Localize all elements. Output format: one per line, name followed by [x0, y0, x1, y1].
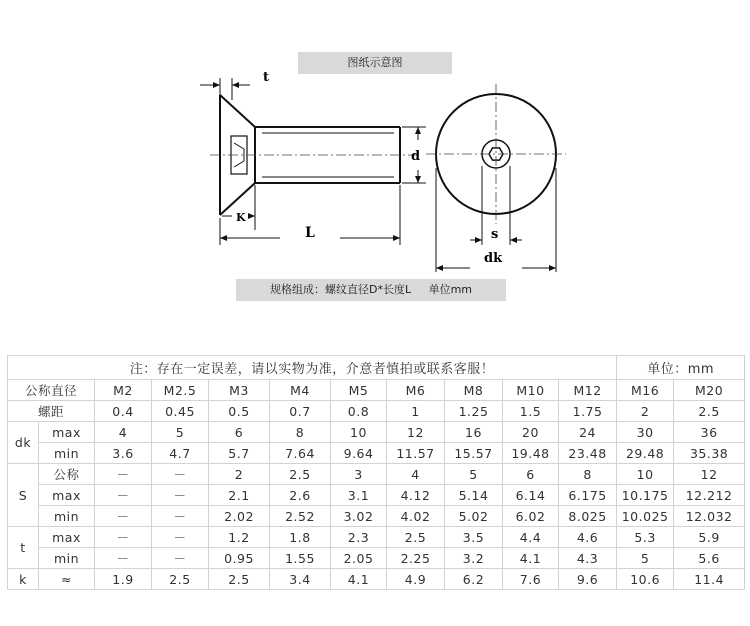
table-cell: 3 — [331, 464, 387, 485]
screw-drawing — [0, 40, 750, 275]
label-k: K — [236, 211, 246, 224]
table-cell: － — [152, 485, 209, 506]
table-cell: 4.1 — [331, 569, 387, 590]
table-cell: 3.4 — [270, 569, 331, 590]
table-cell: 1.5 — [503, 401, 559, 422]
table-cell: 8 — [270, 422, 331, 443]
table-cell: 9.6 — [559, 569, 617, 590]
table-cell: 6 — [503, 464, 559, 485]
s-max-row — [8, 485, 745, 506]
table-cell: 4.12 — [387, 485, 445, 506]
header-nominal-diameter: 公称直径 — [8, 380, 95, 401]
row-label-approx: ≈ — [39, 569, 95, 590]
table-cell: 15.57 — [445, 443, 503, 464]
table-cell: 11.57 — [387, 443, 445, 464]
table-cell: 10 — [331, 422, 387, 443]
table-cell: 12.212 — [674, 485, 745, 506]
dk-max-row — [8, 422, 745, 443]
dim-t — [200, 78, 250, 100]
note-row — [8, 356, 745, 380]
k-row — [8, 569, 745, 590]
table-cell: 5 — [617, 548, 674, 569]
table-cell: 9.64 — [331, 443, 387, 464]
header-size: M3 — [209, 380, 270, 401]
table-cell: 2.1 — [209, 485, 270, 506]
t-min-row — [8, 548, 745, 569]
disclaimer-note: 注：存在一定误差，请以实物为准，介意者慎拍或联系客服！ — [8, 356, 617, 380]
table-cell: 3.2 — [445, 548, 503, 569]
table-cell: 5.7 — [209, 443, 270, 464]
table-cell: 30 — [617, 422, 674, 443]
header-size: M2.5 — [152, 380, 209, 401]
table-cell: 1.25 — [445, 401, 503, 422]
table-cell: 10.6 — [617, 569, 674, 590]
table-cell: 5.14 — [445, 485, 503, 506]
table-cell: 5.02 — [445, 506, 503, 527]
table-cell: 4.7 — [152, 443, 209, 464]
table-cell: － — [152, 464, 209, 485]
pitch-row — [8, 401, 745, 422]
header-row — [8, 380, 745, 401]
table-cell: 3.1 — [331, 485, 387, 506]
table-cell: 4.1 — [503, 548, 559, 569]
table-cell: － — [152, 527, 209, 548]
row-label-min: min — [39, 548, 95, 569]
table-cell: 2.5 — [270, 464, 331, 485]
table-cell: 4 — [387, 464, 445, 485]
table-cell: 1.55 — [270, 548, 331, 569]
table-cell: 3.5 — [445, 527, 503, 548]
table-cell: 5.9 — [674, 527, 745, 548]
table-cell: 4 — [95, 422, 152, 443]
row-label-max: max — [39, 527, 95, 548]
table-cell: 6.2 — [445, 569, 503, 590]
table-cell: 6.14 — [503, 485, 559, 506]
table-cell: 1.9 — [95, 569, 152, 590]
table-cell: － — [95, 548, 152, 569]
table-cell: 20 — [503, 422, 559, 443]
table-cell: 10.025 — [617, 506, 674, 527]
table-cell: 35.38 — [674, 443, 745, 464]
header-size: M5 — [331, 380, 387, 401]
table-cell: 10 — [617, 464, 674, 485]
table-cell: 1.75 — [559, 401, 617, 422]
table-cell: 2.02 — [209, 506, 270, 527]
table-cell: 2.5 — [387, 527, 445, 548]
table-cell: 2.5 — [209, 569, 270, 590]
s-nominal-row — [8, 464, 745, 485]
table-cell: 0.8 — [331, 401, 387, 422]
table-cell: 29.48 — [617, 443, 674, 464]
table-cell: 11.4 — [674, 569, 745, 590]
table-cell: 2.05 — [331, 548, 387, 569]
table-cell: 6 — [209, 422, 270, 443]
table-cell: 4.3 — [559, 548, 617, 569]
table-cell: 2.6 — [270, 485, 331, 506]
table-cell: 0.7 — [270, 401, 331, 422]
table-cell: 2.5 — [152, 569, 209, 590]
table-cell: － — [95, 485, 152, 506]
row-label-max: max — [39, 485, 95, 506]
table-cell: － — [95, 464, 152, 485]
header-size: M4 — [270, 380, 331, 401]
table-cell: 19.48 — [503, 443, 559, 464]
table-cell: 3.6 — [95, 443, 152, 464]
row-group-dk: dk — [8, 422, 39, 464]
table-cell: 10.175 — [617, 485, 674, 506]
row-label-nominal: 公称 — [39, 464, 95, 485]
table-cell: 2.52 — [270, 506, 331, 527]
dk-min-row — [8, 443, 745, 464]
table-cell: 6.02 — [503, 506, 559, 527]
table-cell: 7.64 — [270, 443, 331, 464]
caption-unit: 单位mm — [428, 283, 473, 296]
table-cell: 3.02 — [331, 506, 387, 527]
table-cell: 12.032 — [674, 506, 745, 527]
drawing-caption — [236, 279, 506, 301]
table-cell: 23.48 — [559, 443, 617, 464]
table-cell: 2.25 — [387, 548, 445, 569]
table-cell: 4.4 — [503, 527, 559, 548]
table-cell: 1.2 — [209, 527, 270, 548]
label-dk: dk — [484, 251, 503, 266]
table-cell: 24 — [559, 422, 617, 443]
screw-top-view — [426, 84, 566, 224]
table-cell: 0.95 — [209, 548, 270, 569]
header-size: M6 — [387, 380, 445, 401]
label-l: L — [305, 225, 315, 241]
table-cell: 0.45 — [152, 401, 209, 422]
row-label-max: max — [39, 422, 95, 443]
table-cell: 4.9 — [387, 569, 445, 590]
table-cell: 4.6 — [559, 527, 617, 548]
s-min-row — [8, 506, 745, 527]
header-size: M8 — [445, 380, 503, 401]
table-cell: 5.6 — [674, 548, 745, 569]
table-cell: 36 — [674, 422, 745, 443]
t-max-row — [8, 527, 745, 548]
table-cell: 2 — [209, 464, 270, 485]
header-size: M10 — [503, 380, 559, 401]
row-group-s: S — [8, 464, 39, 527]
table-cell: － — [152, 548, 209, 569]
table-cell: 16 — [445, 422, 503, 443]
row-group-t: t — [8, 527, 39, 569]
header-size: M20 — [674, 380, 745, 401]
table-cell: 0.4 — [95, 401, 152, 422]
row-label-min: min — [39, 506, 95, 527]
header-size: M16 — [617, 380, 674, 401]
table-cell: 4.02 — [387, 506, 445, 527]
table-cell: － — [95, 506, 152, 527]
label-d: d — [411, 149, 421, 164]
table-cell: 8 — [559, 464, 617, 485]
header-size: M12 — [559, 380, 617, 401]
table-cell: 12 — [674, 464, 745, 485]
row-group-k: k — [8, 569, 39, 590]
table-cell: 7.6 — [503, 569, 559, 590]
table-cell: 8.025 — [559, 506, 617, 527]
table-cell: 12 — [387, 422, 445, 443]
table-cell: 2.5 — [674, 401, 745, 422]
label-t: t — [263, 70, 270, 85]
row-label-pitch: 螺距 — [8, 401, 95, 422]
spec-table — [7, 355, 745, 590]
table-cell: 2 — [617, 401, 674, 422]
table-cell: － — [95, 527, 152, 548]
table-cell: 5 — [445, 464, 503, 485]
table-cell: 1.8 — [270, 527, 331, 548]
table-cell: 6.175 — [559, 485, 617, 506]
table-cell: 5 — [152, 422, 209, 443]
caption-spec: 规格组成：螺纹直径D*长度L — [269, 283, 412, 296]
table-cell: 5.3 — [617, 527, 674, 548]
table-cell: 0.5 — [209, 401, 270, 422]
unit-label: 单位：mm — [617, 356, 745, 380]
table-cell: 1 — [387, 401, 445, 422]
label-s: s — [491, 227, 499, 242]
table-cell: 2.3 — [331, 527, 387, 548]
drawing-title: 图纸示意图 — [298, 52, 452, 74]
row-label-min: min — [39, 443, 95, 464]
table-cell: － — [152, 506, 209, 527]
header-size: M2 — [95, 380, 152, 401]
